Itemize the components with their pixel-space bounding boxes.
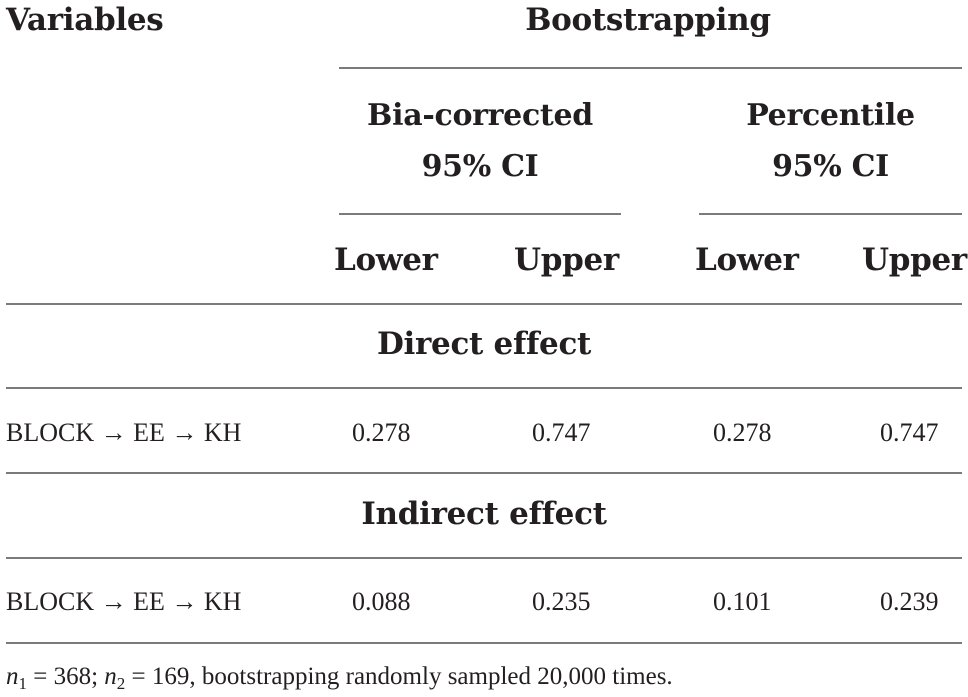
rule-group-bia-corrected: [339, 213, 621, 215]
row-path: [6, 589, 241, 615]
group-line1: Percentile: [746, 98, 915, 133]
header-bootstrapping: Bootstrapping: [525, 2, 771, 38]
rule-row-direct: [6, 472, 962, 474]
footnote-n2-text: = 169, bootstrapping randomly sampled 20,000 times.: [125, 663, 673, 690]
cell-bc-lower: 0.278: [352, 418, 411, 447]
footnote-n1-subscript: 1: [18, 674, 27, 693]
rule-group-percentile: [699, 213, 962, 215]
arrow-icon: →: [171, 587, 198, 616]
path-node: KH: [203, 418, 242, 447]
path-node: KH: [203, 587, 242, 616]
path-node: BLOCK: [6, 418, 95, 447]
row-path: [6, 420, 241, 446]
section-title-indirect-effect: Indirect effect: [361, 496, 607, 532]
arrow-icon: →: [100, 418, 127, 447]
rule-header-bottom: [6, 303, 962, 305]
header-bound-upper: Upper: [514, 242, 619, 278]
arrow-icon: →: [100, 587, 127, 616]
header-bound-upper: Upper: [862, 242, 967, 278]
rule-section-indirect: [6, 557, 962, 559]
header-bound-lower: Lower: [334, 242, 438, 278]
cell-pct-lower: 0.101: [713, 587, 772, 616]
header-group-percentile: [699, 90, 962, 192]
group-line2: 95% CI: [772, 149, 889, 184]
cell-bc-upper: 0.235: [532, 587, 591, 616]
cell-pct-lower: 0.278: [713, 418, 772, 447]
header-bound-lower: Lower: [695, 242, 799, 278]
path-node: BLOCK: [6, 587, 95, 616]
group-line2: 95% CI: [421, 149, 539, 184]
section-title-direct-effect: Direct effect: [376, 326, 592, 362]
cell-pct-upper: 0.239: [880, 587, 939, 616]
footnote-n2-symbol: n: [104, 663, 117, 690]
path-node: EE: [133, 587, 165, 616]
footnote-n1-text: = 368;: [27, 663, 105, 690]
cell-bc-upper: 0.747: [532, 418, 591, 447]
group-line1: Bia-corrected: [367, 98, 593, 133]
footnote-n2-subscript: 2: [116, 674, 126, 693]
rule-section-direct: [6, 387, 962, 389]
cell-bc-lower: 0.088: [352, 587, 411, 616]
footnote-n1-symbol: n: [6, 663, 19, 690]
header-group-bia-corrected: [339, 90, 621, 192]
path-node: EE: [133, 418, 165, 447]
footnote: [6, 663, 673, 693]
rule-bootstrapping: [339, 67, 962, 69]
header-variables: Variables: [6, 2, 164, 38]
rule-table-bottom: [6, 642, 962, 644]
cell-pct-upper: 0.747: [880, 418, 939, 447]
arrow-icon: →: [171, 418, 198, 447]
